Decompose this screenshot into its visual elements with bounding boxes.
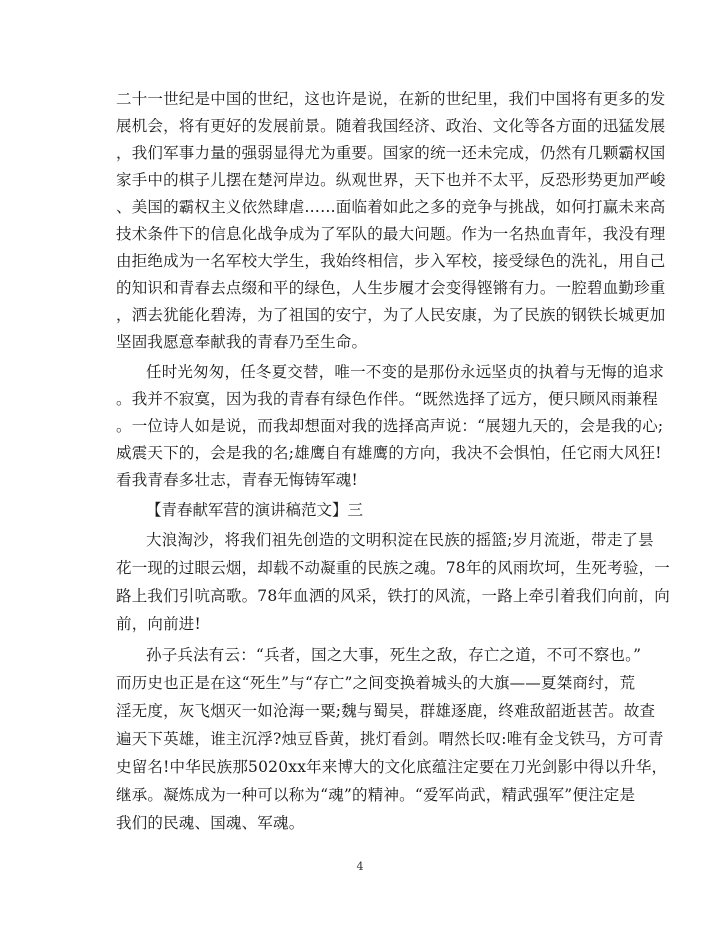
text-line: 二十一世纪是中国的世纪，这也许是说，在新的世纪里，我们中国将有更多的发 <box>116 90 666 108</box>
text-line: 技术条件下的信息化战争成为了军队的最大问题。作为一名热血青年，我没有理 <box>116 225 666 243</box>
text-line: ，我们军事力量的强弱显得尤为重要。国家的统一还未完成，仍然有几颗霸权国 <box>116 144 666 162</box>
page-number: 4 <box>356 860 364 873</box>
text-line: 我们的民魂、国魂、军魂。 <box>116 814 305 832</box>
text-line: 而历史也正是在这“死生”与“存亡”之间变换着城头的大旗——夏桀商纣，荒 <box>116 674 636 692</box>
text-line: 路上我们引吭高歌。78年血洒的风采，铁打的风流，一路上牵引着我们向前，向 <box>116 587 670 605</box>
text-line: 展机会，将有更好的发展前景。随着我国经济、政治、文化等各方面的迅猛发展 <box>116 117 666 135</box>
text-line: 花一现的过眼云烟，却载不动凝重的民族之魂。78年的风雨坎坷，生死考验，一 <box>116 559 670 577</box>
text-line: 的知识和青春去点缀和平的绿色，人生步履才会变得铿锵有力。一腔碧血勤珍重 <box>116 279 666 297</box>
section-heading: 【青春献军营的演讲稿范文】三 <box>146 501 364 519</box>
text-line: 、美国的霸权主义依然肆虐……面临着如此之多的竞争与挑战，如何打赢未来高 <box>116 198 666 216</box>
text-line: 遍天下英雄，谁主沉浮?烛豆昏黄，挑灯看剑。喟然长叹:唯有金戈铁马，方可青 <box>116 730 664 748</box>
text-line: 由拒绝成为一名军校大学生，我始终相信，步入军校，接受绿色的洗礼，用自己 <box>116 252 666 270</box>
text-line: 。一位诗人如是说，而我却想面对我的选择高声说：“展翅九天的，会是我的心; <box>116 417 664 435</box>
text-line: 史留名!中华民族那5020xx年来博大的文化底蕴注定要在刀光剑影中得以升华， <box>116 758 668 776</box>
text-line: 看我青春多壮志，青春无悔铸军魂! <box>116 471 358 489</box>
text-line: 孙子兵法有云：“兵者，国之大事，死生之敌，存亡之道，不可不察也。” <box>146 646 642 664</box>
text-line: 前，向前进! <box>116 615 201 633</box>
text-line: 淫无度，灰飞烟灭一如沧海一粟;魏与蜀吴，群雄逐鹿，终难敌韶逝甚苦。故查 <box>116 702 656 720</box>
text-line: ，洒去犹能化碧涛，为了祖国的安宁，为了人民安康，为了民族的钢铁长城更加 <box>116 306 666 324</box>
text-line: 坚固我愿意奉献我的青春乃至生命。 <box>116 333 368 351</box>
text-line: 威震天下的，会是我的名;雄鹰自有雄鹰的方向，我决不会惧怕，任它雨大风狂! <box>116 444 662 462</box>
text-line: 任时光匆匆，任冬夏交替，唯一不变的是那份永远坚贞的执着与无悔的追求 <box>146 363 665 381</box>
text-line: 继承。凝炼成为一种可以称为“魂”的精神。“爱军尚武，精武强军”便注定是 <box>116 786 636 804</box>
text-line: 家手中的棋子儿摆在楚河岸边。纵观世界，天下也并不太平，反恐形势更加严峻 <box>116 171 666 189</box>
text-line: 。我并不寂寞，因为我的青春有绿色作伴。“既然选择了远方，便只顾风雨兼程 <box>116 390 658 408</box>
text-line: 大浪淘沙，将我们祖先创造的文明积淀在民族的摇篮;岁月流逝，带走了昙 <box>146 531 654 549</box>
